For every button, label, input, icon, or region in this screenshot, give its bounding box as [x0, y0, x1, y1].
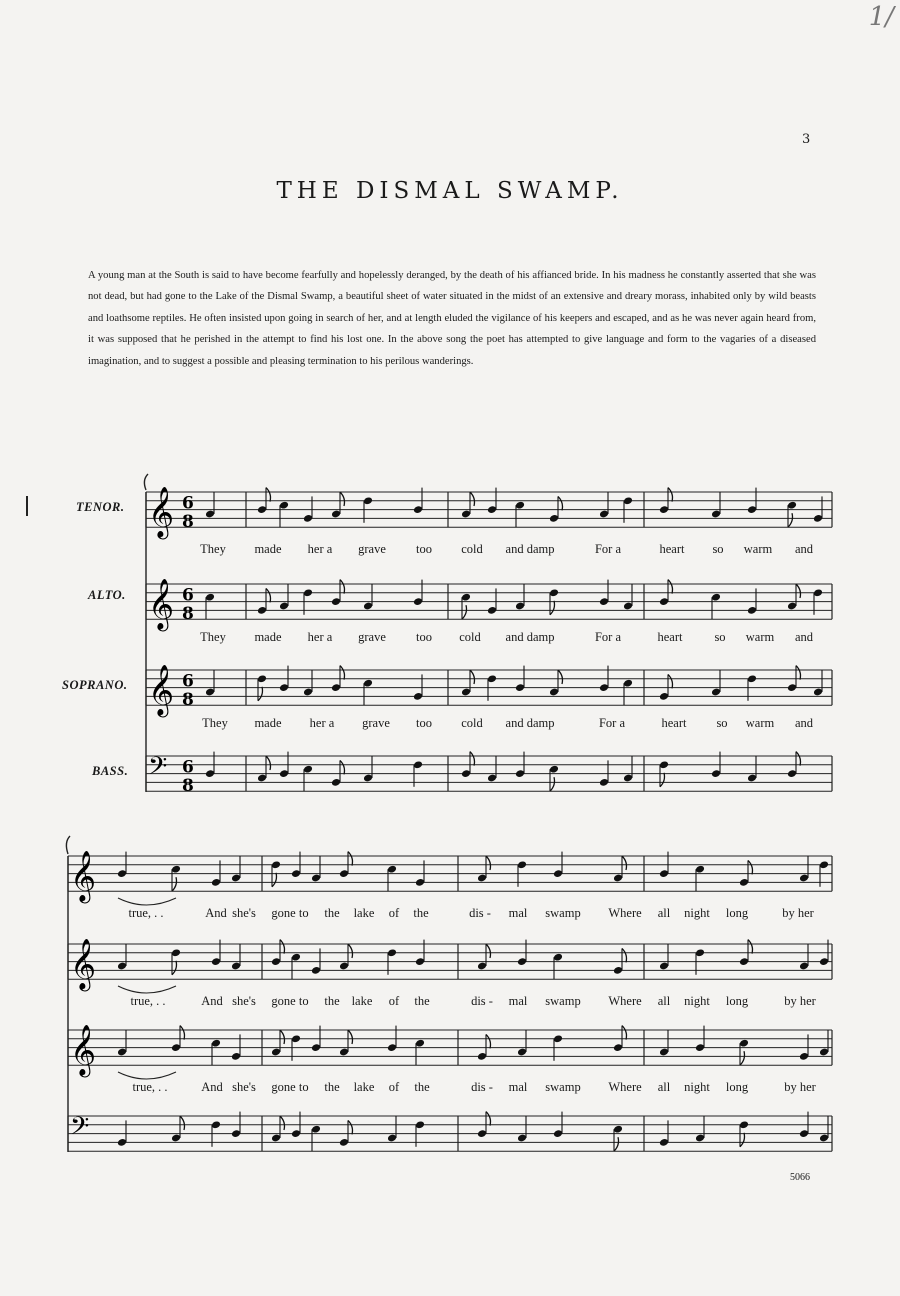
lyric: lake [353, 906, 375, 920]
lyric: They [200, 630, 226, 644]
note-flag [614, 1137, 619, 1151]
note-flag [622, 1026, 627, 1040]
note-flag [486, 944, 491, 958]
note-flag [796, 666, 801, 680]
note-flag [788, 513, 793, 527]
lyric: true, . . [128, 906, 164, 920]
lyric: Where [608, 1080, 642, 1094]
lyric: gone to [271, 906, 309, 920]
note-flag [740, 1051, 745, 1065]
note-flag [668, 674, 673, 688]
lyric: by her [784, 1080, 816, 1094]
note-flag [660, 773, 665, 787]
note-flag [740, 1133, 745, 1147]
note-flag [258, 687, 263, 701]
lyric: And [201, 994, 223, 1008]
lyric: she's [232, 1080, 256, 1094]
lyric: gone to [271, 1080, 309, 1094]
treble-clef-icon: 𝄞 [70, 850, 97, 902]
lyric: long [725, 1080, 749, 1094]
lyric: grave [362, 716, 390, 730]
lyric: mal [508, 994, 528, 1008]
treble-clef-icon: 𝄞 [148, 578, 175, 630]
lyric: mal [508, 1080, 528, 1094]
note-flag [622, 948, 627, 962]
plate-number: 5066 [790, 1172, 810, 1183]
lyric: They [202, 716, 228, 730]
song-title: THE DISMAL SWAMP. [276, 178, 624, 205]
lyric: warm [745, 630, 775, 644]
lyric: by her [782, 906, 814, 920]
lyric: swamp [545, 1080, 581, 1094]
lyric: cold [461, 716, 483, 730]
note-flag [470, 492, 475, 506]
lyric: all [657, 994, 671, 1008]
lyric: grave [358, 630, 386, 644]
intro-paragraph: A young man at the South is said to have become fearfully and hopelessly deranged, by the death of his affianced bride. In his madness he constantly asserted that she was not dead, but had gone to the Lake of the Dismal Swamp, a beautiful sheet of water situated in the midst of an extensive and dreary morass, inhabited only by wild beasts and loathsome reptiles. He often insisted upon going in search of her, and at length eluded the vigilance of his keepers and escaped, and as he was never again heard from, it was supposed that he perished in the attempt to find his lost one. In the above song the poet has attempted to give language and form to the vagaries of a diseased imagination, and to suggest a possible and pleasing termination to his perilous wanderings. [88, 269, 816, 367]
note-flag [172, 961, 177, 975]
lyric: too [416, 716, 432, 730]
note-flag [668, 580, 673, 594]
lyric: For a [594, 630, 622, 644]
lyric: the [413, 906, 429, 920]
lyric: long [725, 906, 749, 920]
note-flag [180, 1116, 185, 1130]
note-flag [280, 940, 285, 954]
lyric: true, . . [132, 1080, 168, 1094]
note-flag [180, 1026, 185, 1040]
lyric: heart [657, 630, 683, 644]
lyric: lake [353, 1080, 375, 1094]
note-flag [486, 1112, 491, 1126]
note-flag [340, 492, 345, 506]
lyric: grave [358, 542, 386, 556]
tie-arc [118, 986, 176, 993]
lyric: made [254, 630, 282, 644]
lyric: her a [307, 630, 333, 644]
note-flag [266, 488, 271, 502]
score-system-1 [0, 470, 900, 810]
note-flag [348, 944, 353, 958]
voice-label-soprano: SOPRANO. [62, 678, 128, 692]
note-flag [470, 670, 475, 684]
lyric: she's [232, 906, 256, 920]
note-flag [172, 877, 177, 891]
time-signature-bottom: 8 [182, 689, 194, 710]
lyric: the [414, 994, 430, 1008]
note-flag [486, 1034, 491, 1048]
lyric: made [254, 716, 282, 730]
treble-clef-icon: 𝄞 [148, 486, 175, 538]
lyric: Where [608, 906, 642, 920]
time-signature-top: 6 [182, 493, 194, 514]
note-flag [340, 666, 345, 680]
lyric: and damp [505, 630, 555, 644]
lyric: so [714, 630, 726, 644]
lyric: warm [743, 542, 773, 556]
note-flag [340, 760, 345, 774]
lyric: and damp [505, 716, 555, 730]
lyric: dis - [471, 994, 493, 1008]
time-signature-bottom: 8 [182, 603, 194, 624]
note-flag [550, 601, 555, 615]
lyric: night [684, 1080, 710, 1094]
lyric: and damp [505, 542, 555, 556]
note-flag [280, 1030, 285, 1044]
note-flag [550, 777, 555, 791]
lyric: of [388, 906, 400, 920]
lyric: of [388, 994, 400, 1008]
note-flag [796, 584, 801, 598]
tie-arc [118, 898, 176, 905]
treble-clef-icon: 𝄞 [148, 664, 175, 716]
note-flag [558, 670, 563, 684]
voice-label-bass: BASS. [92, 764, 129, 778]
lyric: her a [309, 716, 335, 730]
lyric: cold [461, 542, 483, 556]
lyric: They [200, 542, 226, 556]
lyric: For a [598, 716, 626, 730]
lyric: mal [508, 906, 528, 920]
lyric: swamp [545, 906, 581, 920]
lyric: gone to [271, 994, 309, 1008]
lyric: the [414, 1080, 430, 1094]
lyric: all [657, 906, 671, 920]
corner-handwritten-mark: 1/ [868, 2, 894, 32]
lyric: long [725, 994, 749, 1008]
lyric: so [716, 716, 728, 730]
lyric: the [324, 906, 340, 920]
lyric: Where [608, 994, 642, 1008]
lyric: swamp [545, 994, 581, 1008]
lyric: and [794, 630, 814, 644]
bass-clef-icon: 𝄢 [70, 1111, 90, 1147]
lyric: cold [459, 630, 481, 644]
lyric: true, . . [130, 994, 166, 1008]
note-flag [622, 856, 627, 870]
note-flag [462, 605, 467, 619]
note-flag [668, 488, 673, 502]
lyric: she's [232, 994, 256, 1008]
lyric: And [201, 1080, 223, 1094]
treble-clef-icon: 𝄞 [70, 938, 97, 990]
lyric: heart [659, 542, 685, 556]
time-signature-bottom: 8 [182, 775, 194, 796]
time-signature-top: 6 [182, 671, 194, 692]
note-flag [348, 852, 353, 866]
lyric: heart [661, 716, 687, 730]
note-flag [748, 940, 753, 954]
lyric: dis - [471, 1080, 493, 1094]
lyric: lake [351, 994, 373, 1008]
note-flag [486, 856, 491, 870]
note-flag [348, 1030, 353, 1044]
note-flag [796, 752, 801, 766]
lyric: of [388, 1080, 400, 1094]
time-signature-bottom: 8 [182, 511, 194, 532]
voice-label-tenor: TENOR. [76, 500, 125, 514]
lyric: too [416, 630, 432, 644]
note-flag [272, 873, 277, 887]
lyric: her a [307, 542, 333, 556]
lyric: night [684, 994, 710, 1008]
score-system-2 [0, 830, 900, 1160]
note-flag [266, 588, 271, 602]
voice-label-alto: ALTO. [88, 588, 126, 602]
lyric: by her [784, 994, 816, 1008]
bass-clef-icon: 𝄢 [148, 751, 168, 787]
lyric: all [657, 1080, 671, 1094]
lyric: For a [594, 542, 622, 556]
lyric: and [794, 716, 814, 730]
lyric: too [416, 542, 432, 556]
note-flag [280, 1116, 285, 1130]
lyric: dis - [469, 906, 491, 920]
lyric: so [712, 542, 724, 556]
lyric: and [794, 542, 814, 556]
lyric: And [205, 906, 227, 920]
note-flag [340, 580, 345, 594]
note-flag [470, 752, 475, 766]
lyric: the [324, 994, 340, 1008]
note-flag [348, 1120, 353, 1134]
lyric: night [684, 906, 710, 920]
time-signature-top: 6 [182, 585, 194, 606]
lyric: made [254, 542, 282, 556]
note-flag [266, 756, 271, 770]
page-number: 3 [802, 132, 811, 147]
lyric: the [324, 1080, 340, 1094]
lyric: warm [745, 716, 775, 730]
time-signature-top: 6 [182, 757, 194, 778]
tie-arc [118, 1072, 176, 1079]
treble-clef-icon: 𝄞 [70, 1024, 97, 1076]
note-flag [748, 860, 753, 874]
note-flag [558, 496, 563, 510]
